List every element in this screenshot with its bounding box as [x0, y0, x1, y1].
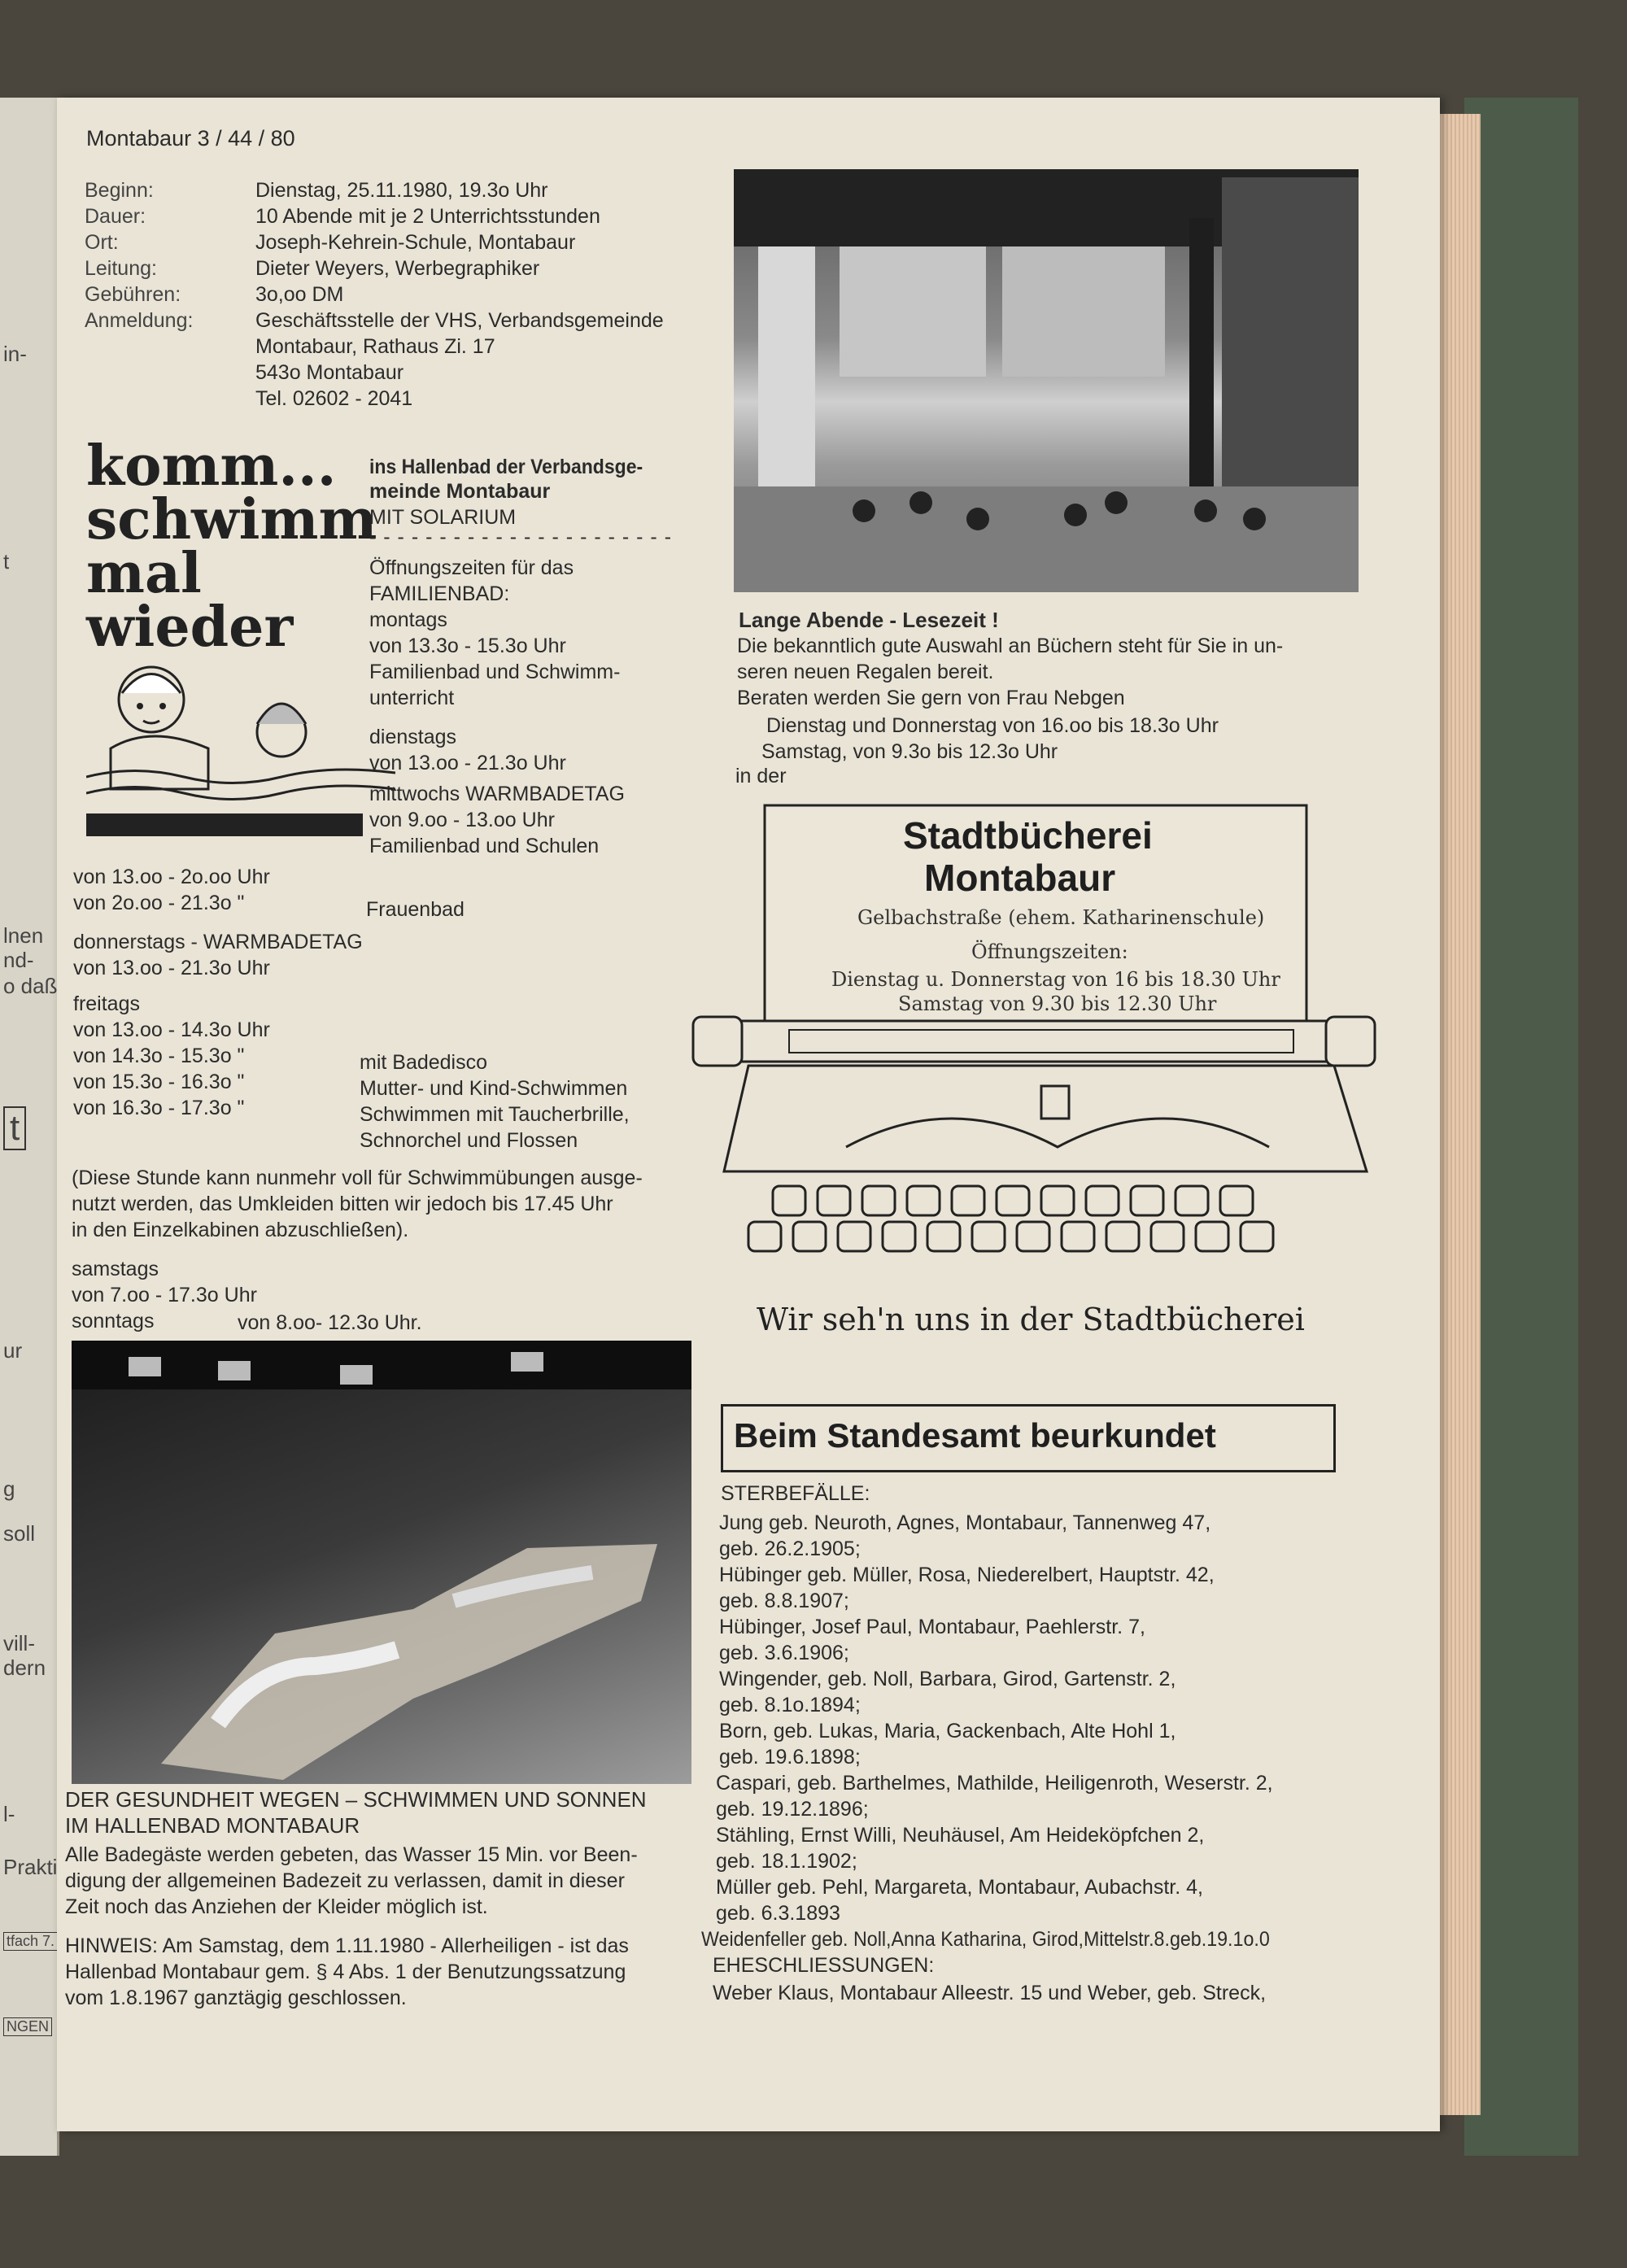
course-value: 10 Abende mit je 2 Unterrichtsstunden — [255, 205, 600, 228]
swimmer-cartoon — [86, 626, 395, 838]
sunbath-caption: DER GESUNDHEIT WEGEN – SCHWIMMEN UND SONNEN — [65, 1787, 647, 1812]
hours-line: unterricht — [369, 687, 455, 709]
death-entry: geb. 18.1.1902; — [716, 1850, 857, 1873]
prev-fragment: Prakti — [3, 1855, 58, 1879]
previous-page-strip — [0, 98, 59, 2156]
course-label: Beginn: — [85, 179, 154, 202]
death-entry: geb. 6.3.1893 — [716, 1902, 840, 1925]
death-entry: Jung geb. Neuroth, Agnes, Montabaur, Tannenweg 47, — [719, 1511, 1211, 1534]
prev-fragment: tfach 7. — [3, 1932, 58, 1951]
death-entry: Hübinger geb. Müller, Rosa, Niederelbert, Hauptstr. 42, — [719, 1564, 1215, 1586]
course-address: Montabaur, Rathaus Zi. 17 — [255, 335, 495, 358]
library-text: Beraten werden Sie gern von Frau Nebgen — [737, 687, 1125, 709]
hours-line: von 16.3o - 17.3o " — [73, 1097, 245, 1119]
slogan-line: wieder — [86, 595, 294, 660]
course-label: Anmeldung: — [85, 309, 194, 332]
death-entry: geb. 19.12.1896; — [716, 1798, 869, 1821]
hours-line: von 9.oo - 13.oo Uhr — [369, 809, 555, 831]
session-note: Mutter- und Kind-Schwimmen — [360, 1077, 628, 1100]
course-label: Dauer: — [85, 205, 146, 228]
sign-title: Stadtbücherei — [903, 814, 1153, 857]
hours-line: montags — [369, 608, 447, 631]
course-address: Tel. 02602 - 2041 — [255, 387, 413, 410]
library-text: Dienstag und Donnerstag von 16.oo bis 18.3o Uhr — [766, 714, 1219, 737]
marriages-heading: EHESCHLIESSUNGEN: — [713, 1954, 935, 1977]
sunbath-text: digung der allgemeinen Badezeit zu verlassen, damit in dieser — [65, 1869, 625, 1892]
sunbathing-photo — [72, 1341, 691, 1784]
prev-fragment: lnen — [3, 923, 44, 948]
course-label: Leitung: — [85, 257, 157, 280]
death-entry: geb. 8.8.1907; — [719, 1590, 849, 1612]
prev-fragment: t — [3, 549, 10, 574]
hours-line: Familienbad und Schwimm- — [369, 661, 621, 683]
death-entry: Weidenfeller geb. Noll,Anna Katharina, Girod,Mittelstr.8.geb.19.1o.0 — [701, 1928, 1270, 1951]
prev-fragment: t — [3, 1106, 26, 1150]
hours-line: Familienbad und Schulen — [369, 835, 600, 857]
sign-hours: Samstag von 9.30 bis 12.30 Uhr — [898, 992, 1217, 1015]
weekend-hours: von 8.oo- 12.3o Uhr. — [238, 1311, 422, 1334]
sign-hours: Dienstag u. Donnerstag von 16 bis 18.30 Uhr — [831, 968, 1280, 991]
death-entry: Müller geb. Pehl, Margareta, Montabaur, Aubachstr. 4, — [716, 1876, 1203, 1899]
sunbath-caption: IM HALLENBAD MONTABAUR — [65, 1813, 360, 1838]
prev-fragment: nd- — [3, 948, 34, 972]
death-entry: Wingender, geb. Noll, Barbara, Girod, Gartenstr. 2, — [719, 1668, 1176, 1690]
hours-line: von 15.3o - 16.3o " — [73, 1071, 245, 1093]
hours-line: von 13.oo - 14.3o Uhr — [73, 1018, 270, 1041]
hours-line: von 14.3o - 15.3o " — [73, 1045, 245, 1067]
hours-line: dienstags — [369, 726, 457, 748]
hours-line: von 13.oo - 21.3o Uhr — [369, 752, 566, 774]
prev-fragment: l- — [3, 1802, 15, 1826]
death-entry: geb. 26.2.1905; — [719, 1537, 861, 1560]
death-entry: geb. 3.6.1906; — [719, 1642, 849, 1664]
course-value: Dieter Weyers, Werbegraphiker — [255, 257, 540, 280]
weekend-hours: sonntags — [72, 1310, 155, 1332]
solarium-label: MIT SOLARIUM — [369, 506, 517, 529]
session-note: mit Badedisco — [360, 1051, 488, 1074]
library-slogan: Wir seh'n uns in der Stadtbücherei — [757, 1302, 1305, 1337]
library-text: Samstag, von 9.3o bis 12.3o Uhr — [761, 740, 1058, 763]
course-label: Gebühren: — [85, 283, 181, 306]
library-text: in der — [735, 765, 787, 787]
library-text: Die bekanntlich gute Auswahl an Büchern steht für Sie in un- — [737, 635, 1284, 657]
hours-line: freitags — [73, 992, 140, 1015]
library-text: seren neuen Regalen bereit. — [737, 661, 994, 683]
prev-fragment: o daß — [3, 974, 58, 998]
sunbath-text: Alle Badegäste werden gebeten, das Wasser 15 Min. vor Been- — [65, 1843, 638, 1866]
closure-notice: HINWEIS: Am Samstag, dem 1.11.1980 - Allerheiligen - ist das — [65, 1934, 629, 1957]
closure-notice: Hallenbad Montabaur gem. § 4 Abs. 1 der Benutzungssatzung — [65, 1961, 626, 1983]
hours-line: von 13.oo - 2o.oo Uhr — [73, 866, 270, 888]
newspaper-page — [57, 98, 1440, 2131]
prev-fragment: dern — [3, 1655, 46, 1680]
weekend-hours: von 7.oo - 17.3o Uhr — [72, 1284, 257, 1306]
course-value: 3o,oo DM — [255, 283, 344, 306]
deaths-heading: STERBEFÄLLE: — [721, 1482, 870, 1505]
weekend-hours: samstags — [72, 1258, 159, 1280]
course-value: Dienstag, 25.11.1980, 19.3o Uhr — [255, 179, 548, 202]
prev-fragment: soll — [3, 1521, 36, 1546]
prev-fragment: in- — [3, 342, 27, 366]
marriage-entry: Weber Klaus, Montabaur Alleestr. 15 und Weber, geb. Streck, — [713, 1982, 1267, 2004]
sign-address: Gelbachstraße (ehem. Katharinenschule) — [857, 906, 1265, 929]
slogan-line: komm... — [86, 434, 337, 499]
course-value: Joseph-Kehrein-Schule, Montabaur — [255, 231, 576, 254]
death-entry: Caspari, geb. Barthelmes, Mathilde, Heiligenroth, Weserstr. 2, — [716, 1772, 1273, 1795]
slogan-line: schwimm — [86, 487, 377, 552]
hours-line: von 2o.oo - 21.3o " — [73, 892, 245, 914]
death-entry: Born, geb. Lukas, Maria, Gackenbach, Alte Hohl 1, — [719, 1720, 1176, 1742]
slogan-line: mal — [86, 541, 202, 606]
session-note: Schnorchel und Flossen — [360, 1129, 578, 1152]
prev-fragment: ur — [3, 1338, 23, 1363]
death-entry: Stähling, Ernst Willi, Neuhäusel, Am Heideköpfchen 2, — [716, 1824, 1205, 1847]
sign-hours-label: Öffnungszeiten: — [971, 940, 1128, 963]
issue-header: Montabaur 3 / 44 / 80 — [86, 126, 295, 150]
prev-fragment: g — [3, 1476, 15, 1501]
pool-title: meinde Montabaur — [369, 480, 551, 503]
pool-title: ins Hallenbad der Verbandsge- — [369, 456, 643, 478]
hours-intro: Öffnungszeiten für das — [369, 556, 574, 579]
death-entry: Hübinger, Josef Paul, Montabaur, Paehlerstr. 7, — [719, 1616, 1145, 1638]
prev-fragment: NGEN — [3, 2017, 52, 2036]
changing-note: in den Einzelkabinen abzuschließen). — [72, 1219, 409, 1241]
death-entry: geb. 19.6.1898; — [719, 1746, 861, 1769]
familienbad-label: FAMILIENBAD: — [369, 582, 510, 605]
book-cover-edge — [1464, 98, 1578, 2156]
sign-title: Montabaur — [924, 857, 1116, 899]
closure-notice: vom 1.8.1967 ganztägig geschlossen. — [65, 1987, 407, 2009]
course-address: 543o Montabaur — [255, 361, 404, 384]
dash-rule: - - - - - - - - - - - - - - - - - - - - - - — [369, 526, 673, 548]
hours-line: von 13.3o - 15.3o Uhr — [369, 635, 566, 657]
session-note: Schwimmen mit Taucherbrille, — [360, 1103, 630, 1126]
death-entry: geb. 8.1o.1894; — [719, 1694, 861, 1716]
course-label: Ort: — [85, 231, 119, 254]
library-heading: Lange Abende - Lesezeit ! — [739, 608, 999, 632]
prev-fragment: vill- — [3, 1631, 35, 1655]
changing-note: nutzt werden, das Umkleiden bitten wir jedoch bis 17.45 Uhr — [72, 1193, 613, 1215]
indoor-pool-photo — [734, 169, 1359, 592]
course-value: Geschäftsstelle der VHS, Verbandsgemeinde — [255, 309, 664, 332]
changing-note: (Diese Stunde kann nunmehr voll für Schwimmübungen ausge- — [72, 1167, 643, 1189]
hours-line: mittwochs WARMBADETAG — [369, 783, 625, 805]
sunbath-text: Zeit noch das Anziehen der Kleider möglich ist. — [65, 1895, 488, 1918]
hours-line: von 13.oo - 21.3o Uhr — [73, 957, 270, 979]
hours-line: donnerstags - WARMBADETAG — [73, 931, 363, 953]
frauenbad-label: Frauenbad — [366, 898, 465, 921]
standesamt-title: Beim Standesamt beurkundet — [734, 1416, 1216, 1455]
